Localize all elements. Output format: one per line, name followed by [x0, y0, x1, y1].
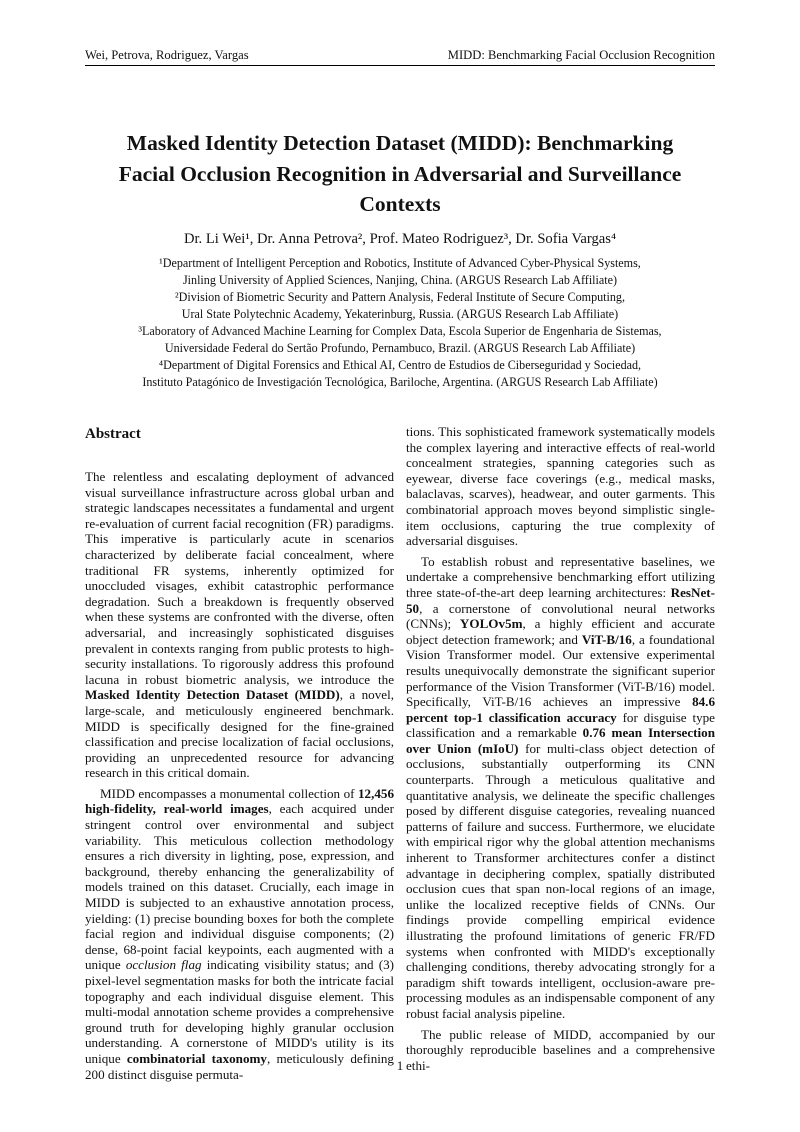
- affiliation-line: ²Division of Biometric Security and Pattern Analysis, Federal Institute of Secure Computing,: [174, 290, 625, 304]
- affiliation-line: ⁴Department of Digital Forensics and Ethical AI, Centro de Estudios de Ciberseguridad y Sociedad,: [158, 358, 642, 372]
- abstract-left-text: [85, 469, 394, 1082]
- running-header-authors: Wei, Petrova, Rodriguez, Vargas: [85, 48, 249, 62]
- paragraph: The relentless and escalating deployment of advanced visual surveillance infrastructure across global urban and strategic landscapes necessitates a fundamental and urgent re-evaluation of current facial recognition (FR) paradigms. This imperative is particularly acute in scenarios characterized by deliberate facial concealment, where traditional FR systems, inherently optimized for unoccluded visages, exhibit catastrophic performance degradation. Such a breakdown is frequently observed when these systems are confronted with the diverse, often adversarial, and increasingly sophisticated disguises prevalent in contexts ranging from public protests to high-security installations. To rigorously address this profound lacuna in robust biometric analysis, we introduce the Masked Identity Detection Dataset (MIDD), a novel, large-scale, and meticulously engineered benchmark. MIDD is specifically designed for the fine-grained classification and precise localization of facial occlusions, providing an unprecedented resource for advancing research in this critical domain.: [85, 469, 394, 781]
- paragraph: To establish robust and representative baselines, we undertake a comprehensive benchmarking effort utilizing three state-of-the-art deep learning architectures: ResNet-50, a cornerstone of convolutional neural networks (CNNs); YOLOv5m, a highly efficient and accurate object detection framework; and ViT-B/16, a foundational Vision Transformer model. Our extensive experimental results unequivocally demonstrate the significant superior performance of the Vision Transformer (ViT-B/16) model. Specifically, ViT-B/16 achieves an impressive 84.6 percent top-1 classification accuracy for disguise type classification and a remarkable 0.76 mean Intersection over Union (mIoU) for multi-class object detection of occlusions, substantially outperforming its CNN counterparts. Through a meticulous qualitative and quantitative analysis, we delineate the specific challenges posed by different disguise categories, revealing nuanced patterns of failure and success. Furthermore, we elucidate with empirical rigor why the global attention mechanisms inherent to Transformer architectures confer a distinct advantage in deciphering complex, spatially distributed occlusion cues that span non-local regions of an image, unlike the localized receptive fields of CNNs. Our findings provide compelling empirical evidence illustrating the profound limitations of generic FR/FD systems when confronted with MIDD's exceptionally challenging conditions, thereby advocating strongly for a paradigm shift towards intelligent, occlusion-aware pre-processing modules as an indispensable component of any robust facial analysis pipeline.: [406, 553, 716, 1021]
- paper-title: [90, 128, 710, 220]
- paragraph: The public release of MIDD, accompanied by our thoroughly reproducible baselines and a comprehensive ethi-: [406, 1026, 715, 1073]
- paper-title-line: Masked Identity Detection Dataset (MIDD): Benchmarking: [126, 131, 674, 155]
- affiliation-line: Instituto Patagónico de Investigación Tecnológica, Bariloche, Argentina. (ARGUS Research Lab Affiliate): [142, 375, 658, 389]
- abstract-right-text: [406, 424, 715, 1073]
- paper-title-line: Facial Occlusion Recognition in Adversarial and Surveillance: [118, 161, 682, 186]
- affiliation-line: Jinling University of Applied Sciences, Nanjing, China. (ARGUS Research Lab Affiliate): [182, 273, 618, 287]
- page-number: 1: [396, 1058, 404, 1073]
- running-header-title: MIDD: Benchmarking Facial Occlusion Recognition: [447, 48, 715, 62]
- left-column: [85, 424, 394, 1082]
- author-list: Dr. Li Wei¹, Dr. Anna Petrova², Prof. Mateo Rodriguez³, Dr. Sofia Vargas⁴: [183, 231, 617, 247]
- header-rule: [85, 65, 715, 66]
- affiliation-line: ¹Department of Intelligent Perception and Robotics, Institute of Advanced Cyber-Physical Systems,: [159, 256, 641, 270]
- abstract-heading: Abstract: [85, 426, 141, 442]
- body-columns: [85, 424, 715, 1082]
- paragraph: MIDD encompasses a monumental collection of 12,456 high-fidelity, real-world images, each acquired under stringent control over environmental and subject variability. This meticulous collection methodology ensures a rich diversity in lighting, pose, expression, and background, thereby enhancing the generalizability of models trained on this dataset. Crucially, each image in MIDD is subjected to an exhaustive annotation process, yielding: (1) precise bounding boxes for both the complete facial region and individual disguise components; (2) dense, 68-point facial keypoints, each augmented with a unique occlusion flag indicating visibility status; and (3) pixel-level segmentation masks for both the intricate facial topography and each individual disguise element. This multi-modal annotation scheme provides a comprehensive ground truth for developing highly granular occlusion understanding. A cornerstone of MIDD's utility is its unique combinatorial taxonomy, meticulously defining 200 distinct disguise permuta-: [85, 785, 394, 1082]
- affiliation-line: ³Laboratory of Advanced Machine Learning for Complex Data, Escola Superior de Engenharia de Sistemas,: [138, 324, 662, 338]
- paper-title-line: Contexts: [359, 192, 441, 216]
- affiliation-line: Ural State Polytechnic Academy, Yekaterinburg, Russia. (ARGUS Research Lab Affiliate): [181, 307, 619, 321]
- running-header: [85, 48, 715, 63]
- right-column: [406, 424, 715, 1082]
- affiliations: [60, 255, 740, 391]
- paragraph: tions. This sophisticated framework systematically models the complex layering and interactive effects of real-world concealment strategies, spanning categories such as eyewear, diverse face coverings (e.g., medical masks, balaclavas, scarves), headwear, and outer garments. This combinatorial approach moves beyond simplistic single-item occlusions, capturing the true complexity of adversarial disguises.: [406, 424, 715, 549]
- affiliation-line: Universidade Federal do Sertão Profundo, Pernambuco, Brazil. (ARGUS Research Lab Affiliate): [164, 341, 636, 355]
